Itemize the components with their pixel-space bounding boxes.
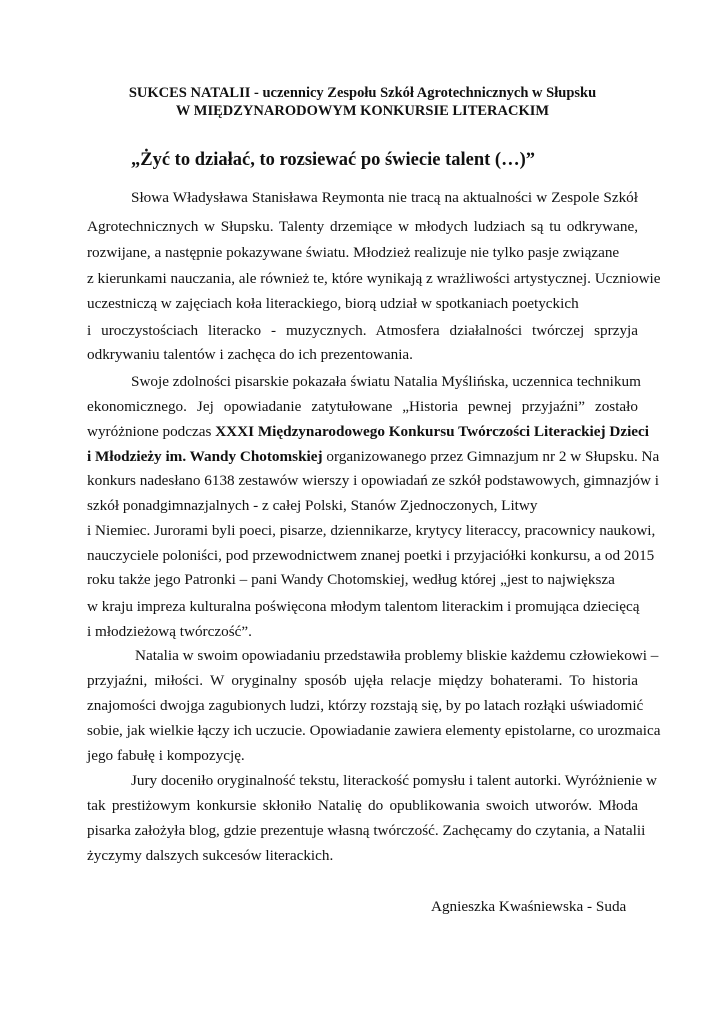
paragraph-1-line: Agrotechnicznych w Słupsku. Talenty drzemiące w młodych ludziach są tu odkrywane, [87, 218, 638, 235]
paragraph-1-line: odkrywaniu talentów i zachęca do ich prezentowania. [87, 346, 413, 363]
paragraph-2-line: i młodzieżową twórczość”. [87, 623, 252, 640]
paragraph-3-line: znajomości dwojga zagubionych ludzi, którzy rozstają się, by po latach rozłąki uświadomić [87, 697, 644, 714]
paragraph-2-line: roku także jego Patronki – pani Wandy Chotomskiej, według której „jest to największa [87, 571, 615, 588]
paragraph-4-line: życzymy dalszych sukcesów literackich. [87, 847, 334, 864]
paragraph-3-line: Natalia w swoim opowiadaniu przedstawiła problemy bliskie każdemu człowiekowi – [135, 647, 659, 664]
quote-title: „Żyć to działać, to rozsiewać po świecie talent (…)” [131, 150, 535, 170]
p2-line3-text: wyróżnione podczas [87, 423, 216, 440]
heading-line-2: W MIĘDZYNARODOWYM KONKURSIE LITERACKIM [175, 103, 550, 119]
paragraph-2-line: w kraju impreza kulturalna poświęcona młodym talentom literackim i promująca dziecięcą [87, 598, 640, 615]
paragraph-2-line-3 [87, 423, 649, 441]
paragraph-4-line: Jury doceniło oryginalność tekstu, literackość pomysłu i talent autorki. Wyróżnienie w [131, 772, 658, 789]
paragraph-1-line: i uroczystościach literacko - muzycznych. Atmosfera działalności twórczej sprzyja [87, 322, 638, 339]
paragraph-3-line: sobie, jak wielkie łączy ich uczucie. Opowiadanie zawiera elementy epistolarne, co urozmaica [87, 722, 661, 739]
paragraph-1-line: Słowa Władysława Stanisława Reymonta nie tracą na aktualności w Zespole Szkół [131, 189, 638, 206]
paragraph-3-line: jego fabułę i kompozycję. [87, 747, 245, 764]
paragraph-1-line: uczestniczą w zajęciach koła literackiego, biorą udział w spotkaniach poetyckich [87, 295, 579, 312]
paragraph-1-line: z kierunkami nauczania, ale również te, które wynikają z wrażliwości artystycznej. Uczniowie [87, 270, 661, 287]
paragraph-2-line: konkurs nadesłano 6138 zestawów wierszy i opowiadań ze szkół podstawowych, gimnazjów i [87, 472, 659, 489]
p2-line4-text: organizowanego przez Gimnazjum nr 2 w Słupsku. Na [322, 448, 660, 465]
contest-name-part-1: XXXI Międzynarodowego Konkursu Twórczości Literackiej Dzieci [215, 423, 649, 440]
paragraph-1-line: rozwijane, a następnie pokazywane światu. Młodzież realizuje nie tylko pasje związane [87, 244, 620, 261]
heading-line-1: SUKCES NATALII - uczennicy Zespołu Szkół Agrotechnicznych w Słupsku [128, 85, 597, 101]
paragraph-3-line: przyjaźni, miłości. W oryginalny sposób ujęła relacje między bohaterami. To historia [87, 672, 638, 689]
paragraph-4-line: pisarka założyła blog, gdzie prezentuje własną twórczość. Zachęcamy do czytania, a Natalii [87, 822, 646, 839]
paragraph-2-line: Swoje zdolności pisarskie pokazała światu Natalia Myślińska, uczennica technikum [131, 373, 641, 390]
paragraph-4-line: tak prestiżowym konkursie skłoniło Natalię do opublikowania swoich utworów. Młoda [87, 797, 638, 814]
paragraph-2-line: ekonomicznego. Jej opowiadanie zatytułowane „Historia pewnej przyjaźni” zostało [87, 398, 638, 415]
paragraph-2-line: i Niemiec. Jurorami byli poeci, pisarze, dziennikarze, krytycy literaccy, pracownicy naukowi, [87, 522, 656, 539]
paragraph-2-line-4 [87, 448, 660, 466]
paragraph-2-line: szkół ponadgimnazjalnych - z całej Polski, Stanów Zjednoczonych, Litwy [87, 497, 538, 514]
paragraph-2-line: nauczyciele poloniści, pod przewodnictwem znanej poetki i przyjaciółki konkursu, a od 2015 [87, 547, 655, 564]
contest-name-part-2: i Młodzieży im. Wandy Chotomskiej [87, 448, 323, 465]
author-signature: Agnieszka Kwaśniewska - Suda [431, 898, 627, 915]
